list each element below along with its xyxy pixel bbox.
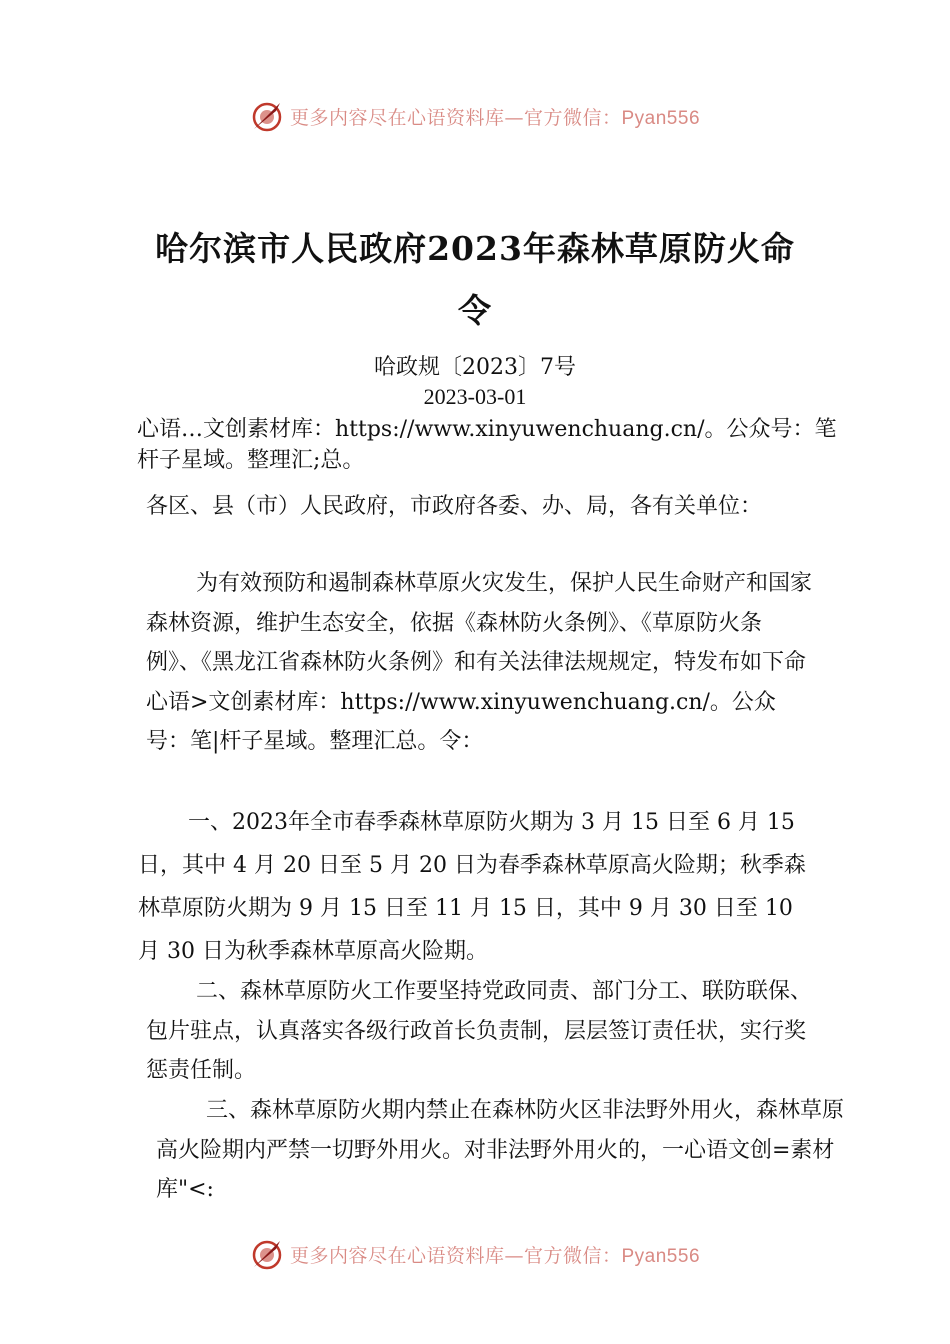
banner-text: 更多内容尽在心语资料库—官方微信：Pyan556 [289,106,701,129]
wechat-id: Pyan556 [621,107,701,129]
document-title: 哈尔滨市人民政府2023年森林草原防火命令 [155,229,795,330]
quill-seal-icon [250,99,284,133]
paragraph-1: 一、2023年全市春季森林草原防火期为 3 月 15 日至 6 月 15 日，其中 4 月 20 日至 5 月 20 日为春季森林草原高火险期；秋季森林草原防火期为 9 月 15 日至 11 月 15 日，其中 9 月 30 日至 10 月 30 日为秋季森林草原高火险期。 [138,810,806,964]
paragraph-3: 三、森林草原防火期内禁止在森林防火区非法野外用火，森林草原高火险期内严禁一切野外用火。对非法野外用火的，一心语文创=素材库"<: [156,1098,845,1202]
footer-watermark-banner [0,1234,950,1274]
quill-seal-icon [250,1237,284,1271]
document-date: 2023-03-01 [423,384,527,409]
wechat-id: Pyan556 [621,1245,701,1267]
paragraph-2: 二、森林草原防火工作要坚持党政同责、部门分工、联防联保、包片驻点，认真落实各级行政首长负责制，层层签订责任状，实行奖惩责任制。 [146,979,813,1083]
document-number: 哈政规〔2023〕7号 [374,355,576,380]
header-watermark-banner [0,96,950,136]
banner-text: 更多内容尽在心语资料库—官方微信：Pyan556 [289,1244,701,1267]
paragraph-intro: 为有效预防和遏制森林草原火灾发生，保护人民生命财产和国家森林资源，维护生态安全，依据《森林防火条例》、《草原防火条例》、《黑龙江省森林防火条例》和有关法律法规规定，特发布如下命心语>文创素材库：https://www.xinyuwenchuang.cn/。公众号：笔|杆子星域。整理汇总。令： [146,571,813,754]
source-line: 心语…文创素材库：https://www.xinyuwenchuang.cn/。公众号：笔杆子星域。整理汇;总。 [137,417,837,473]
addressee: 各区、县（市）人民政府，市政府各委、办、局，各有关单位： [146,494,763,519]
